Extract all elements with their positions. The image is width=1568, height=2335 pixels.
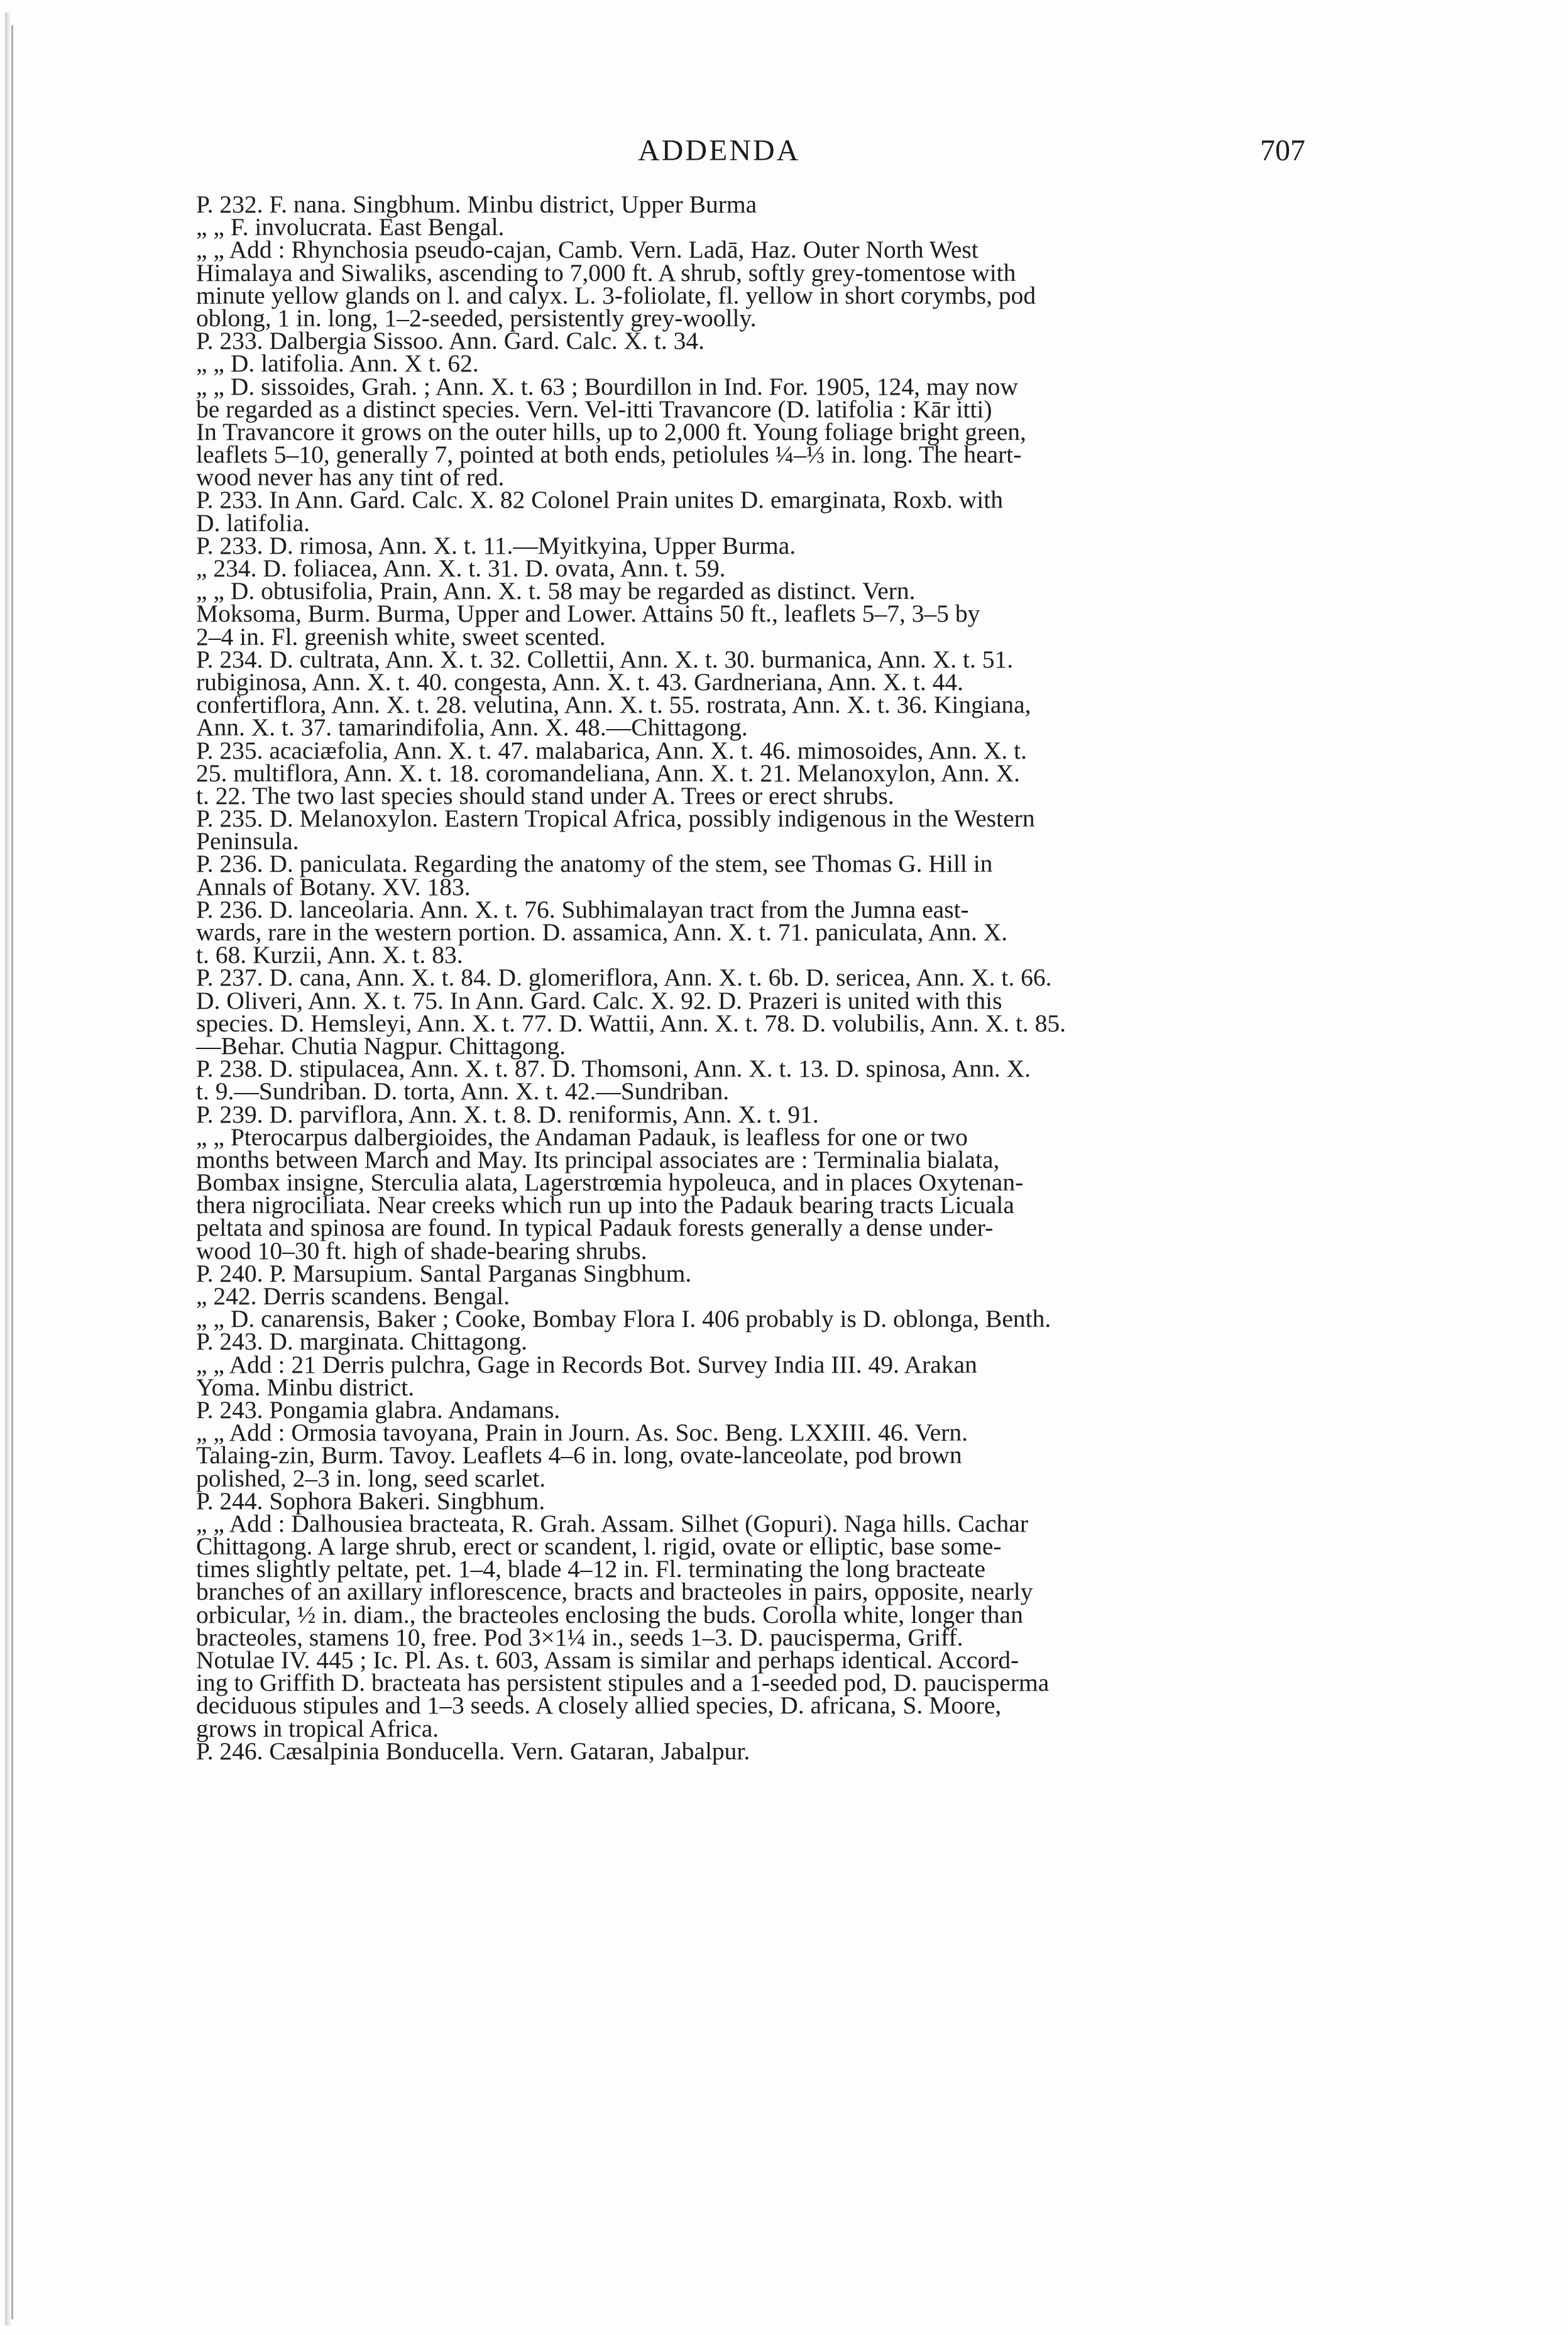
text-line: orbicular, ½ in. diam., the bracteoles enclosing the buds. Corolla white, longer than <box>196 1600 1023 1629</box>
text-line: t. 68. Kurzii, Ann. X. t. 83. <box>196 941 463 969</box>
text-line: rubiginosa, Ann. X. t. 40. congesta, Ann. X. t. 43. Gardneriana, Ann. X. t. 44. <box>196 668 964 696</box>
text-line: „ „ D. obtusifolia, Prain, Ann. X. t. 58 may be regarded as distinct. Vern. <box>196 577 916 605</box>
text-line: peltata and spinosa are found. In typical Padauk forests generally a dense under- <box>196 1214 994 1242</box>
text-line: P. 236. D. lanceolaria. Ann. X. t. 76. Subhimalayan tract from the Jumna east- <box>196 895 969 923</box>
text-line: „ 234. D. foliacea, Ann. X. t. 31. D. ovata, Ann. t. 59. <box>196 554 726 582</box>
text-line: minute yellow glands on l. and calyx. L. 3-foliolate, fl. yellow in short corymbs, pod <box>196 281 1036 309</box>
text-line: P. 233. D. rimosa, Ann. X. t. 11.—Myitkyina, Upper Burma. <box>196 531 796 559</box>
text-line: D. Oliveri, Ann. X. t. 75. In Ann. Gard. Calc. X. 92. D. Prazeri is united with this <box>196 986 1002 1014</box>
text-line: P. 234. D. cultrata, Ann. X. t. 32. Collettii, Ann. X. t. 30. burmanica, Ann. X. t. 51. <box>196 645 1014 673</box>
text-line: t. 9.—Sundriban. D. torta, Ann. X. t. 42.—Sundriban. <box>196 1077 730 1106</box>
text-line: polished, 2–3 in. long, seed scarlet. <box>196 1464 546 1492</box>
text-line: P. 240. P. Marsupium. Santal Parganas Singbhum. <box>196 1259 692 1287</box>
text-line: oblong, 1 in. long, 1–2-seeded, persistently grey-woolly. <box>196 304 757 332</box>
text-line: leaflets 5–10, generally 7, pointed at both ends, petiolules ¼–⅓ in. long. The heart- <box>196 441 1022 469</box>
text-line: months between March and May. Its principal associates are : Terminalia bialata, <box>196 1145 1000 1173</box>
text-line: grows in tropical Africa. <box>196 1714 439 1742</box>
text-line: Moksoma, Burm. Burma, Upper and Lower. Attains 50 ft., leaflets 5–7, 3–5 by <box>196 600 980 628</box>
running-header-title: ADDENDA <box>638 134 801 167</box>
text-line: bracteoles, stamens 10, free. Pod 3×1¼ in., seeds 1–3. D. paucisperma, Griff. <box>196 1623 963 1651</box>
page-number: 707 <box>1260 134 1305 167</box>
text-line: „ „ Add : Dalhousiea bracteata, R. Grah. Assam. Silhet (Gopuri). Naga hills. Cachar <box>196 1509 1028 1537</box>
text-line: Ann. X. t. 37. tamarindifolia, Ann. X. 48.—Chittagong. <box>196 713 748 742</box>
text-line: P. 232. F. nana. Singbhum. Minbu district, Upper Burma <box>196 190 757 218</box>
text-line: „ 242. Derris scandens. Bengal. <box>196 1282 510 1310</box>
text-line: be regarded as a distinct species. Vern. Vel-itti Travancore (D. latifolia : Kār itti) <box>196 395 992 423</box>
text-line: „ „ Add : Ormosia tavoyana, Prain in Journ. As. Soc. Beng. LXXIII. 46. Vern. <box>196 1419 968 1447</box>
text-line: Yoma. Minbu district. <box>196 1373 415 1401</box>
text-line: —Behar. Chutia Nagpur. Chittagong. <box>196 1031 566 1060</box>
text-line: Notulae IV. 445 ; Ic. Pl. As. t. 603, Assam is similar and perhaps identical. Accord- <box>196 1646 1019 1674</box>
text-line: P. 233. Dalbergia Sissoo. Ann. Gard. Calc. X. t. 34. <box>196 327 705 355</box>
text-line: species. D. Hemsleyi, Ann. X. t. 77. D. Wattii, Ann. X. t. 78. D. volubilis, Ann. X. t. 85. <box>196 1009 1066 1037</box>
addenda-text-block <box>196 190 1321 1765</box>
text-line: thera nigrociliata. Near creeks which run up into the Padauk bearing tracts Licuala <box>196 1191 1014 1219</box>
text-line: deciduous stipules and 1–3 seeds. A closely allied species, D. africana, S. Moore, <box>196 1691 1002 1720</box>
page-edge-shadow <box>5 13 11 2326</box>
text-line: confertiflora, Ann. X. t. 28. velutina, Ann. X. t. 55. rostrata, Ann. X. t. 36. Kingiana, <box>196 691 1031 719</box>
text-line: Chittagong. A large shrub, erect or scandent, l. rigid, ovate or elliptic, base some- <box>196 1532 1002 1561</box>
text-line: P. 236. D. paniculata. Regarding the anatomy of the stem, see Thomas G. Hill in <box>196 850 993 878</box>
text-line: P. 239. D. parviflora, Ann. X. t. 8. D. reniformis, Ann. X. t. 91. <box>196 1100 819 1128</box>
text-line: times slightly peltate, pet. 1–4, blade 4–12 in. Fl. terminating the long bracteate <box>196 1555 986 1583</box>
text-line: Bombax insigne, Sterculia alata, Lagerstrœmia hypoleuca, and in places Oxytenan- <box>196 1168 1024 1197</box>
text-line: P. 235. acaciæfolia, Ann. X. t. 47. malabarica, Ann. X. t. 46. mimosoides, Ann. X. t. <box>196 736 1027 764</box>
text-line: P. 243. D. marginata. Chittagong. <box>196 1327 528 1356</box>
text-line: „ „ D. latifolia. Ann. X t. 62. <box>196 349 479 378</box>
text-line: P. 235. D. Melanoxylon. Eastern Tropical Africa, possibly indigenous in the Western <box>196 805 1035 833</box>
text-line: In Travancore it grows on the outer hills, up to 2,000 ft. Young foliage bright green, <box>196 417 1026 446</box>
text-line: „ „ D. canarensis, Baker ; Cooke, Bombay Flora I. 406 probably is D. oblonga, Benth. <box>196 1305 1051 1333</box>
text-line: Talaing-zin, Burm. Tavoy. Leaflets 4–6 in. long, ovate-lanceolate, pod brown <box>196 1441 962 1470</box>
text-line: P. 233. In Ann. Gard. Calc. X. 82 Colonel Prain unites D. emarginata, Roxb. with <box>196 486 1003 514</box>
text-line: „ „ Add : 21 Derris pulchra, Gage in Records Bot. Survey India III. 49. Arakan <box>196 1350 977 1378</box>
text-line: „ „ D. sissoides, Grah. ; Ann. X. t. 63 ; Bourdillon in Ind. For. 1905, 124, may now <box>196 372 1018 400</box>
text-line: 25. multiflora, Ann. X. t. 18. coromandeliana, Ann. X. t. 21. Melanoxylon, Ann. X. <box>196 759 1021 787</box>
text-line: D. latifolia. <box>196 508 310 537</box>
text-line: branches of an axillary inflorescence, bracts and bracteoles in pairs, opposite, nearly <box>196 1578 1033 1606</box>
text-line: P. 238. D. stipulacea, Ann. X. t. 87. D. Thomsoni, Ann. X. t. 13. D. spinosa, Ann. X. <box>196 1055 1031 1083</box>
text-line: P. 237. D. cana, Ann. X. t. 84. D. glomeriflora, Ann. X. t. 6b. D. sericea, Ann. X. t. 66. <box>196 964 1052 992</box>
text-line: Himalaya and Siwaliks, ascending to 7,000 ft. A shrub, softly grey-tomentose with <box>196 258 1016 287</box>
text-line: P. 243. Pongamia glabra. Andamans. <box>196 1395 561 1424</box>
text-line: „ „ F. involucrata. East Bengal. <box>196 213 505 241</box>
text-line: „ „ Pterocarpus dalbergioides, the Andaman Padauk, is leafless for one or two <box>196 1123 968 1151</box>
text-line: ing to Griffith D. bracteata has persistent stipules and a 1-seeded pod, D. paucisperma <box>196 1669 1050 1697</box>
text-line: P. 244. Sophora Bakeri. Singbhum. <box>196 1486 546 1515</box>
text-line: wards, rare in the western portion. D. assamica, Ann. X. t. 71. paniculata, Ann. X. <box>196 918 1008 946</box>
text-line: 2–4 in. Fl. greenish white, sweet scented. <box>196 622 606 651</box>
text-line: P. 246. Cæsalpinia Bonducella. Vern. Gataran, Jabalpur. <box>196 1737 750 1765</box>
text-line: Peninsula. <box>196 827 299 855</box>
page-binding-line <box>11 25 13 2319</box>
text-line: t. 22. The two last species should stand under A. Trees or erect shrubs. <box>196 781 894 810</box>
text-line: wood 10–30 ft. high of shade-bearing shrubs. <box>196 1236 647 1265</box>
text-line: Annals of Botany. XV. 183. <box>196 872 471 901</box>
text-line: wood never has any tint of red. <box>196 463 505 492</box>
text-line: „ „ Add : Rhynchosia pseudo-cajan, Camb. Vern. Ladā, Haz. Outer North West <box>196 236 979 264</box>
